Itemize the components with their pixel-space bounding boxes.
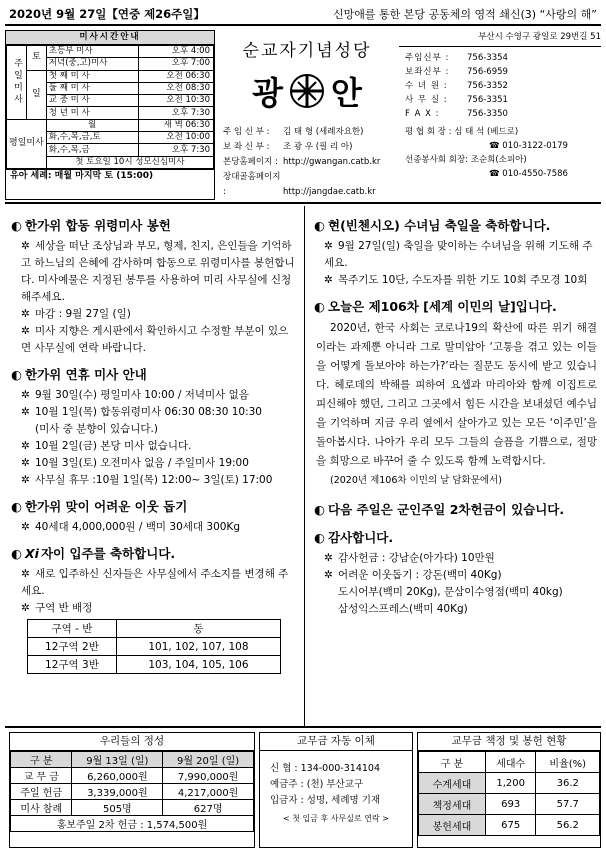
logo-text-right: 안 [331, 74, 362, 112]
staff-key: 본당홈페이지 : [223, 157, 278, 167]
bank-account: 신 협 : 134-000-314104 [270, 763, 381, 774]
account-holder: 예금주 : (천) 부산교구 [270, 779, 364, 790]
table-header: 동 [116, 620, 280, 638]
table-row: 주일 헌금 3,339,000원 4,217,000원 [11, 784, 254, 800]
weekday-mass-label: 평일미사 [7, 119, 47, 168]
mass-time: 오전 08:30 [138, 82, 213, 94]
parish-brand [219, 30, 395, 200]
table-header: 구 분 [11, 752, 72, 768]
notice-item: ✲ 10월 3일(토) 오전미사 없음 / 주일미사 19:00 [21, 457, 249, 469]
mass-schedule [5, 30, 215, 200]
second-collection-total: 홍보주일 2차 헌금 : 1,574,500원 [11, 816, 254, 832]
council-president: 평 협 회 장 : 심 태 석 (베드로) [405, 127, 519, 137]
staff-key: 장대골홈페이지 : [223, 172, 281, 197]
mass-name: 둘 째 미 사 [46, 82, 138, 94]
mass-name: 첫 째 미 사 [46, 70, 138, 82]
bullet-icon: ◐ [314, 217, 325, 233]
logo-text-left: 광 [252, 74, 283, 112]
contact-row [399, 107, 601, 121]
right-column [306, 206, 601, 618]
issue-date: 2020년 9월 27일【연중 제26주일】 [9, 7, 205, 21]
homepage-link[interactable]: http://gwangan.catb.kr [283, 157, 381, 167]
jangdae-homepage-link[interactable]: http://jangdae.catb.kr [283, 187, 376, 197]
sunday-mass-label: 주일미사 [7, 46, 27, 120]
board-phone: ☎ 010-4550-7586 [489, 169, 568, 179]
dues-status-table [418, 751, 600, 836]
contact-row [399, 65, 601, 79]
contact-key: 보좌신부 : [405, 67, 450, 77]
notice-item: ✲ 9월 30일(수) 평일미사 10:00 / 저녁미사 없음 [21, 389, 249, 401]
sat-label: 토 [26, 46, 46, 71]
notice-item: ✲ 10월 2일(금) 본당 미사 없습니다. [21, 440, 192, 452]
contact-row [399, 51, 601, 65]
mass-name: 청 년 미 사 [46, 107, 138, 119]
section-heading: ◐ 감사합니다. [314, 529, 394, 545]
notice-item: ✲ 사무실 휴무 :10월 1일(목) 12:00~ 3일(토) 17:00 [21, 474, 273, 486]
chi-rho-cross-icon [289, 73, 325, 109]
mass-name: 화,수,목,금,토 [46, 132, 138, 144]
footer [5, 726, 601, 849]
mass-time: 오전 10:30 [138, 95, 213, 107]
section-heading: ◐ 다음 주일은 군인주일 2차헌금이 있습니다. [314, 501, 565, 517]
bullet-icon: ◐ [11, 217, 22, 233]
header [5, 26, 601, 204]
content-columns [5, 206, 601, 726]
table-header: 9월 20일 (일) [163, 752, 254, 768]
contact-value: 756-6959 [467, 67, 508, 77]
notice-item: ✲ 감사헌금 : 강남순(아가다) 10만원 [324, 552, 495, 564]
table-row: 봉헌세대 675 56.2 [419, 815, 600, 836]
contact-value: 756-3350 [467, 109, 508, 119]
bullet-icon: ◐ [314, 501, 325, 517]
first-saturday-mass: 첫 토요일 10시 성모신심미사 [46, 156, 213, 168]
notice-item: ✲ 마감 : 9월 27일 (일) [21, 308, 131, 320]
staff-value: 김 태 형 (세례자요한) [283, 127, 364, 137]
staff-row [223, 170, 395, 200]
table-header: 구 분 [419, 752, 486, 773]
staff-key: 주 임 신 부 : [223, 127, 270, 137]
mass-time: 오후 7:30 [138, 107, 213, 119]
mass-schedule-title: 미사시간안내 [6, 31, 214, 45]
table-header: 구역 - 반 [28, 620, 117, 638]
table-header: 9월 13일 (일) [72, 752, 163, 768]
address: 부산시 수영구 광일로 29번길 51 [399, 30, 601, 47]
contact-key: 수 녀 원 : [405, 81, 448, 91]
church-name: 순교자기념성당 [242, 41, 372, 61]
offerings-title: 우리들의 정성 [10, 733, 254, 751]
staff-row [223, 125, 395, 140]
notice-item: ✲ 10월 1일(목) 합동위령미사 06:30 08:30 10:30 [21, 406, 262, 418]
infant-baptism-note: 유아 세례: 매월 마지막 토 (15:00) [6, 169, 214, 183]
bullet-icon: ◐ [314, 529, 325, 545]
bullet-icon: ◐ [11, 545, 22, 561]
contact-value: 756-3352 [467, 81, 508, 91]
auto-transfer-box [259, 732, 413, 848]
table-header: 세대수 [485, 752, 536, 773]
mass-time: 새 벽 06:30 [138, 119, 213, 131]
notice-item: ✲ 새로 입주하신 신자들은 사무실에서 주소지를 변경해 주세요. [21, 568, 289, 597]
mass-time: 오후 4:00 [138, 46, 213, 58]
auto-transfer-title: 교무금 자동 이체 [260, 733, 412, 751]
message-source: (2020년 제106차 이민의 날 담화문에서) [330, 475, 502, 486]
table-row: 12구역 2반 101, 102, 107, 108 [28, 638, 281, 656]
dues-status-title: 교무금 책정 및 봉헌 현황 [418, 733, 600, 751]
table-row [11, 816, 254, 832]
section-heading: ◐ 현(빈첸시오) 수녀님 축일을 축하합니다. [314, 217, 551, 233]
dues-status-box [417, 732, 601, 848]
sun-label: 일 [26, 70, 46, 119]
migrant-day-message: 2020년, 한국 사회는 코로나19의 확산에 따른 위기 해결이라는 과제뿐 아니라 그로 말미암아 ‘고통을 겪고 있는 이들을 어떻게 돌보아야 하는가?’라는 질문도 동시에 받고 있습니다. 헤로데의 박해를 피하여 요셉과 마리아와 함께 이집트로 피신해야 했던, 그리고 그곳에서 힘든 시간을 보내셨던 예수님을 기억하며 지금 우리 옆에서 살아가고 있는 모든 ‘이주민’을 돌아봅시다. 나아가 우리 모두 그들의 슬픔을 기쁨으로, 절망을 희망으로 바꾸어 줄 수 있도록 함께 노력합시다. [316, 322, 597, 467]
year-theme: 신망애를 통한 본당 공동체의 영적 쇄신(3) “사랑의 해” [333, 8, 597, 21]
notice-item: ✲ 구역 반 배정 [21, 602, 93, 614]
zone-assignment-table [27, 619, 281, 674]
mass-time: 오전 10:00 [138, 132, 213, 144]
notice-item: ✲ 미사 지향은 게시판에서 확인하시고 수정할 부분이 있으면 사무실에 연락 바랍니다. [21, 325, 289, 354]
mass-name: 저녁(중,고)미사 [46, 58, 138, 70]
notice-item: ✲ 세상을 떠난 조상님과 부모, 형제, 친지, 은인들을 기억하고 하느님의 은혜에 감사하며 합동으로 위령미사를 봉헌합니다. 미사예물은 지정된 봉투를 사용하여 미리 사무실에 신청해주세요. [21, 240, 295, 303]
contact-value: 756-3351 [467, 95, 508, 105]
table-header: 비율(%) [536, 752, 600, 773]
mass-name: 초등부 미사 [46, 46, 138, 58]
bulletin-page [5, 4, 601, 849]
section-heading: ◐ 한가위 합동 위령미사 봉헌 [11, 217, 171, 233]
mass-time: 오후 7:00 [138, 58, 213, 70]
contact-row [399, 93, 601, 107]
mass-name: 화,수,목,금 [46, 144, 138, 156]
notice-item: ✲ 9월 27일(일) 축일을 맞이하는 수녀님을 위해 기도해 주세요. [324, 240, 593, 269]
table-row: 교 무 금 6,260,000원 7,990,000원 [11, 768, 254, 784]
notice-item: 도시어부(백미 20Kg), 문삼이수영점(백미 40kg) [338, 586, 563, 598]
contact-note: < 첫 입금 후 사무실로 연락 > [283, 814, 389, 823]
left-column [5, 206, 305, 726]
mass-time: 오전 06:30 [138, 70, 213, 82]
bulletin-logo [219, 67, 395, 115]
bullet-icon: ◐ [314, 298, 325, 314]
council-phone: ☎ 010-3122-0179 [489, 141, 568, 151]
contact-info [399, 30, 601, 181]
table-row: 12구역 3반 103, 104, 105, 106 [28, 656, 281, 674]
notice-item: ✲ 어려운 이웃돕기 : 강돈(백미 40Kg) [324, 569, 502, 581]
staff-value: 조 광 우 (필 리 아) [283, 142, 353, 152]
mass-schedule-table [6, 45, 214, 169]
section-heading: ◐ Xi 자이 입주를 축하합니다. [11, 545, 176, 561]
table-row: 수계세대 1,200 36.2 [419, 773, 600, 794]
contact-key: 사 무 실 : [405, 95, 448, 105]
mass-name: 월 [46, 119, 138, 131]
contact-key: F A X : [405, 109, 440, 119]
offerings-box [9, 732, 255, 848]
contact-key: 주임신부 : [405, 53, 450, 63]
bullet-icon: ◐ [11, 498, 22, 514]
contact-value: 756-3354 [467, 53, 508, 63]
table-row: 미사 참례 505명 627명 [11, 800, 254, 816]
notice-item: ✲ 40세대 4,000,000원 / 백미 30세대 300Kg [21, 521, 240, 533]
contact-row [399, 79, 601, 93]
mass-name: 교 중 미 사 [46, 95, 138, 107]
section-heading: ◐ 한가위 맞이 어려운 이웃 돕기 [11, 498, 188, 514]
staff-list [219, 125, 395, 200]
depositor-note: 입금자 : 성명, 세례명 기재 [270, 795, 381, 806]
staff-row [223, 140, 395, 155]
notice-item: ✲ 목주기도 10단, 수도자를 위한 기도 10회 주모경 10회 [324, 274, 588, 286]
mass-time: 오후 7:30 [138, 144, 213, 156]
table-row: 책정세대 693 57.7 [419, 794, 600, 815]
offerings-table [10, 751, 254, 832]
notice-item: 삼성익스프레스(백미 40Kg) [338, 603, 468, 615]
bullet-icon: ◐ [11, 366, 22, 382]
xi-logo-icon: Xi [25, 545, 39, 561]
section-heading: ◐ 한가위 연휴 미사 안내 [11, 366, 147, 382]
staff-row [223, 155, 395, 170]
notice-item: (미사 중 분향이 있습니다.) [35, 423, 158, 435]
funeral-board-president: 선종봉사회 회장: 조순희(소피아) [405, 155, 527, 165]
section-heading: ◐ 오늘은 제106차 [세계 이민의 날]입니다. [314, 298, 557, 314]
staff-key: 보 좌 신 부 : [223, 142, 270, 152]
top-bar [5, 4, 601, 26]
